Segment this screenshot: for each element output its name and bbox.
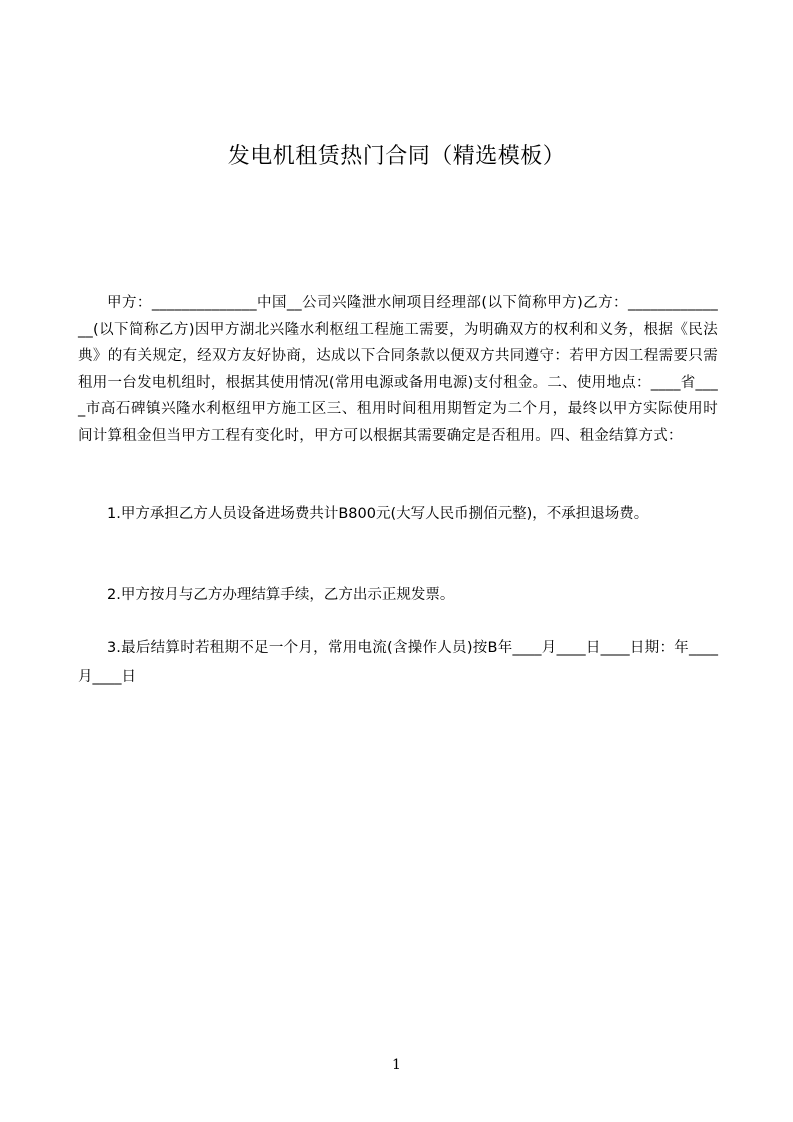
contract-clause-3: 3.最后结算时若租期不足一个月，常用电流(含操作人员)按B年____月____日____日期：年____月____日 [78,640,718,685]
contract-clause-2: 2.甲方按月与乙方办理结算手续，乙方出示正规发票。 [107,587,455,603]
contract-clause-1: 1.甲方承担乙方人员设备进场费共计B800元(大写人民币捌佰元整)，不承担退场费。 [107,506,649,522]
document-title: 发电机租赁热门合同（精选模板） [227,144,566,169]
page-number: 1 [392,1057,401,1073]
contract-paragraph-parties-and-terms: 甲方：______________中国__公司兴隆泄水闸项目经理部(以下简称甲方)乙方：______________(以下简称乙方)因甲方湖北兴隆水利枢纽工程施工需要，为明确双方的权利和义务，根据《民法典》的有关规定，经双方友好协商，达成以下合同条款以便双方共同遵守：若甲方因工程需要只需租用一台发电机组时，根据其使用情况(常用电源或备用电源)支付租金。二、使用地点：____省____市高石碑镇兴隆水利枢纽甲方施工区三、租用时间租用期暂定为二个月，最终以甲方实际使用时间计算租金但当甲方工程有变化时，甲方可以根据其需要确定是否租用。四、租金结算方式： [78,295,718,444]
